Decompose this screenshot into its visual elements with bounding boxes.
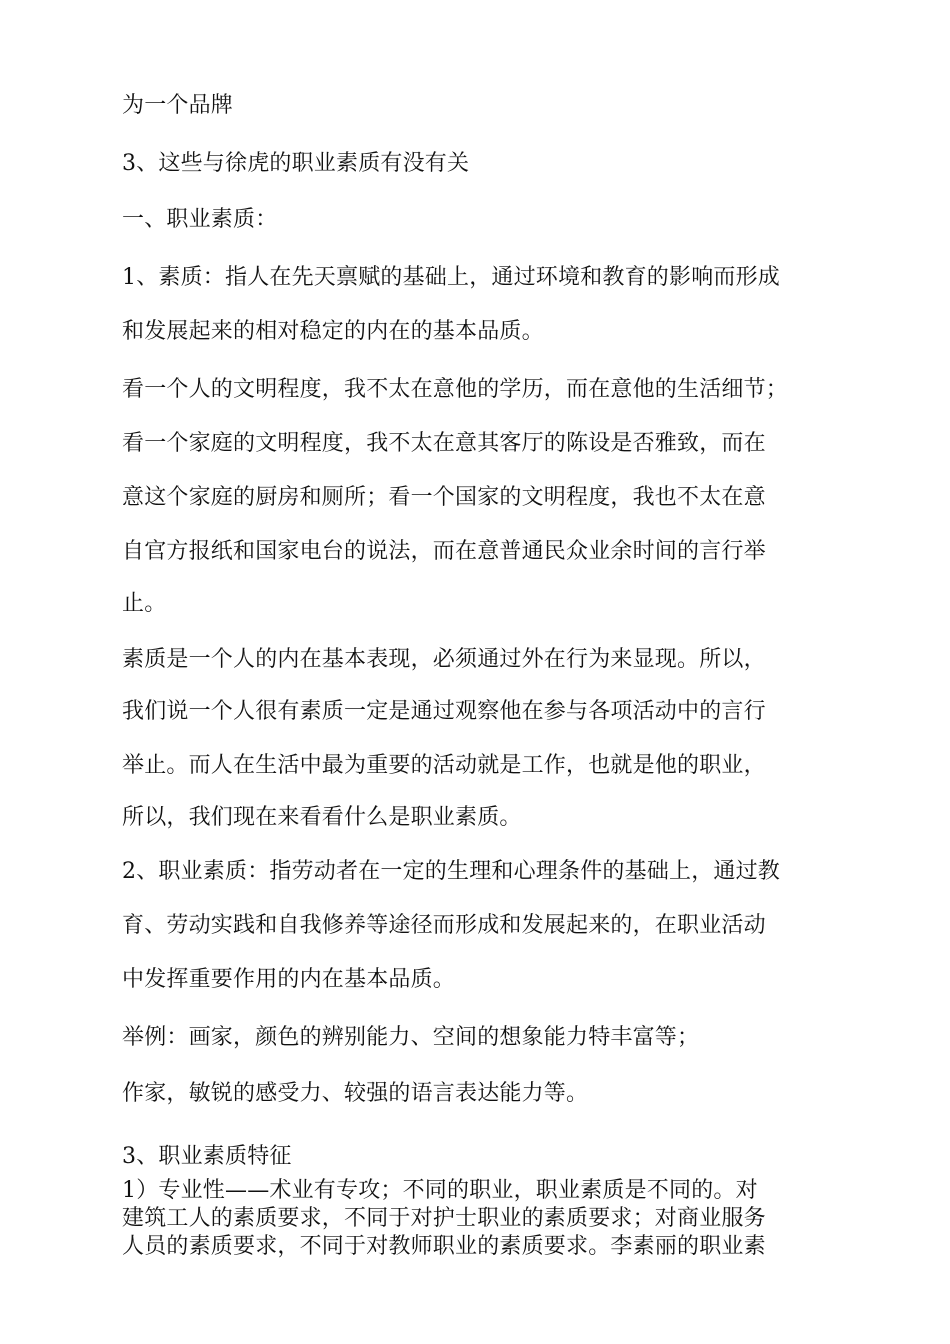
text-line: 为一个品牌 (122, 93, 234, 118)
section-heading: 3、职业素质特征 (122, 1144, 292, 1169)
text-line: 1）专业性——术业有专攻；不同的职业，职业素质是不同的。对 (122, 1178, 758, 1203)
text-line: 止。 (122, 591, 167, 616)
text-line: 我们说一个人很有素质一定是通过观察他在参与各项活动中的言行 (122, 699, 766, 724)
text-line: 中发挥重要作用的内在基本品质。 (122, 967, 456, 992)
text-line: 举止。而人在生活中最为重要的活动就是工作，也就是他的职业， (122, 753, 766, 778)
text-line: 看一个人的文明程度，我不太在意他的学历，而在意他的生活细节； (122, 377, 789, 402)
text-line: 建筑工人的素质要求，不同于对护士职业的素质要求；对商业服务 (122, 1206, 766, 1231)
text-line: 自官方报纸和国家电台的说法，而在意普通民众业余时间的言行举 (122, 539, 766, 564)
section-heading: 一、职业素质： (122, 207, 278, 232)
text-line: 素质是一个人的内在基本表现，必须通过外在行为来显现。所以， (122, 647, 766, 672)
text-line: 2、职业素质：指劳动者在一定的生理和心理条件的基础上，通过教 (122, 859, 780, 884)
text-line: 作家，敏锐的感受力、较强的语言表达能力等。 (122, 1081, 589, 1106)
text-line: 看一个家庭的文明程度，我不太在意其客厅的陈设是否雅致，而在 (122, 431, 766, 456)
text-line: 意这个家庭的厨房和厕所；看一个国家的文明程度，我也不太在意 (122, 485, 766, 510)
text-line: 3、这些与徐虎的职业素质有没有关 (122, 151, 470, 176)
text-line: 举例：画家，颜色的辨别能力、空间的想象能力特丰富等； (122, 1025, 700, 1050)
text-line: 1、素质：指人在先天禀赋的基础上，通过环境和教育的影响而形成 (122, 265, 780, 290)
text-line: 人员的素质要求，不同于对教师职业的素质要求。李素丽的职业素 (122, 1234, 766, 1259)
text-line: 和发展起来的相对稳定的内在的基本品质。 (122, 319, 544, 344)
text-line: 育、劳动实践和自我修养等途径而形成和发展起来的，在职业活动 (122, 913, 766, 938)
text-line: 所以，我们现在来看看什么是职业素质。 (122, 805, 522, 830)
